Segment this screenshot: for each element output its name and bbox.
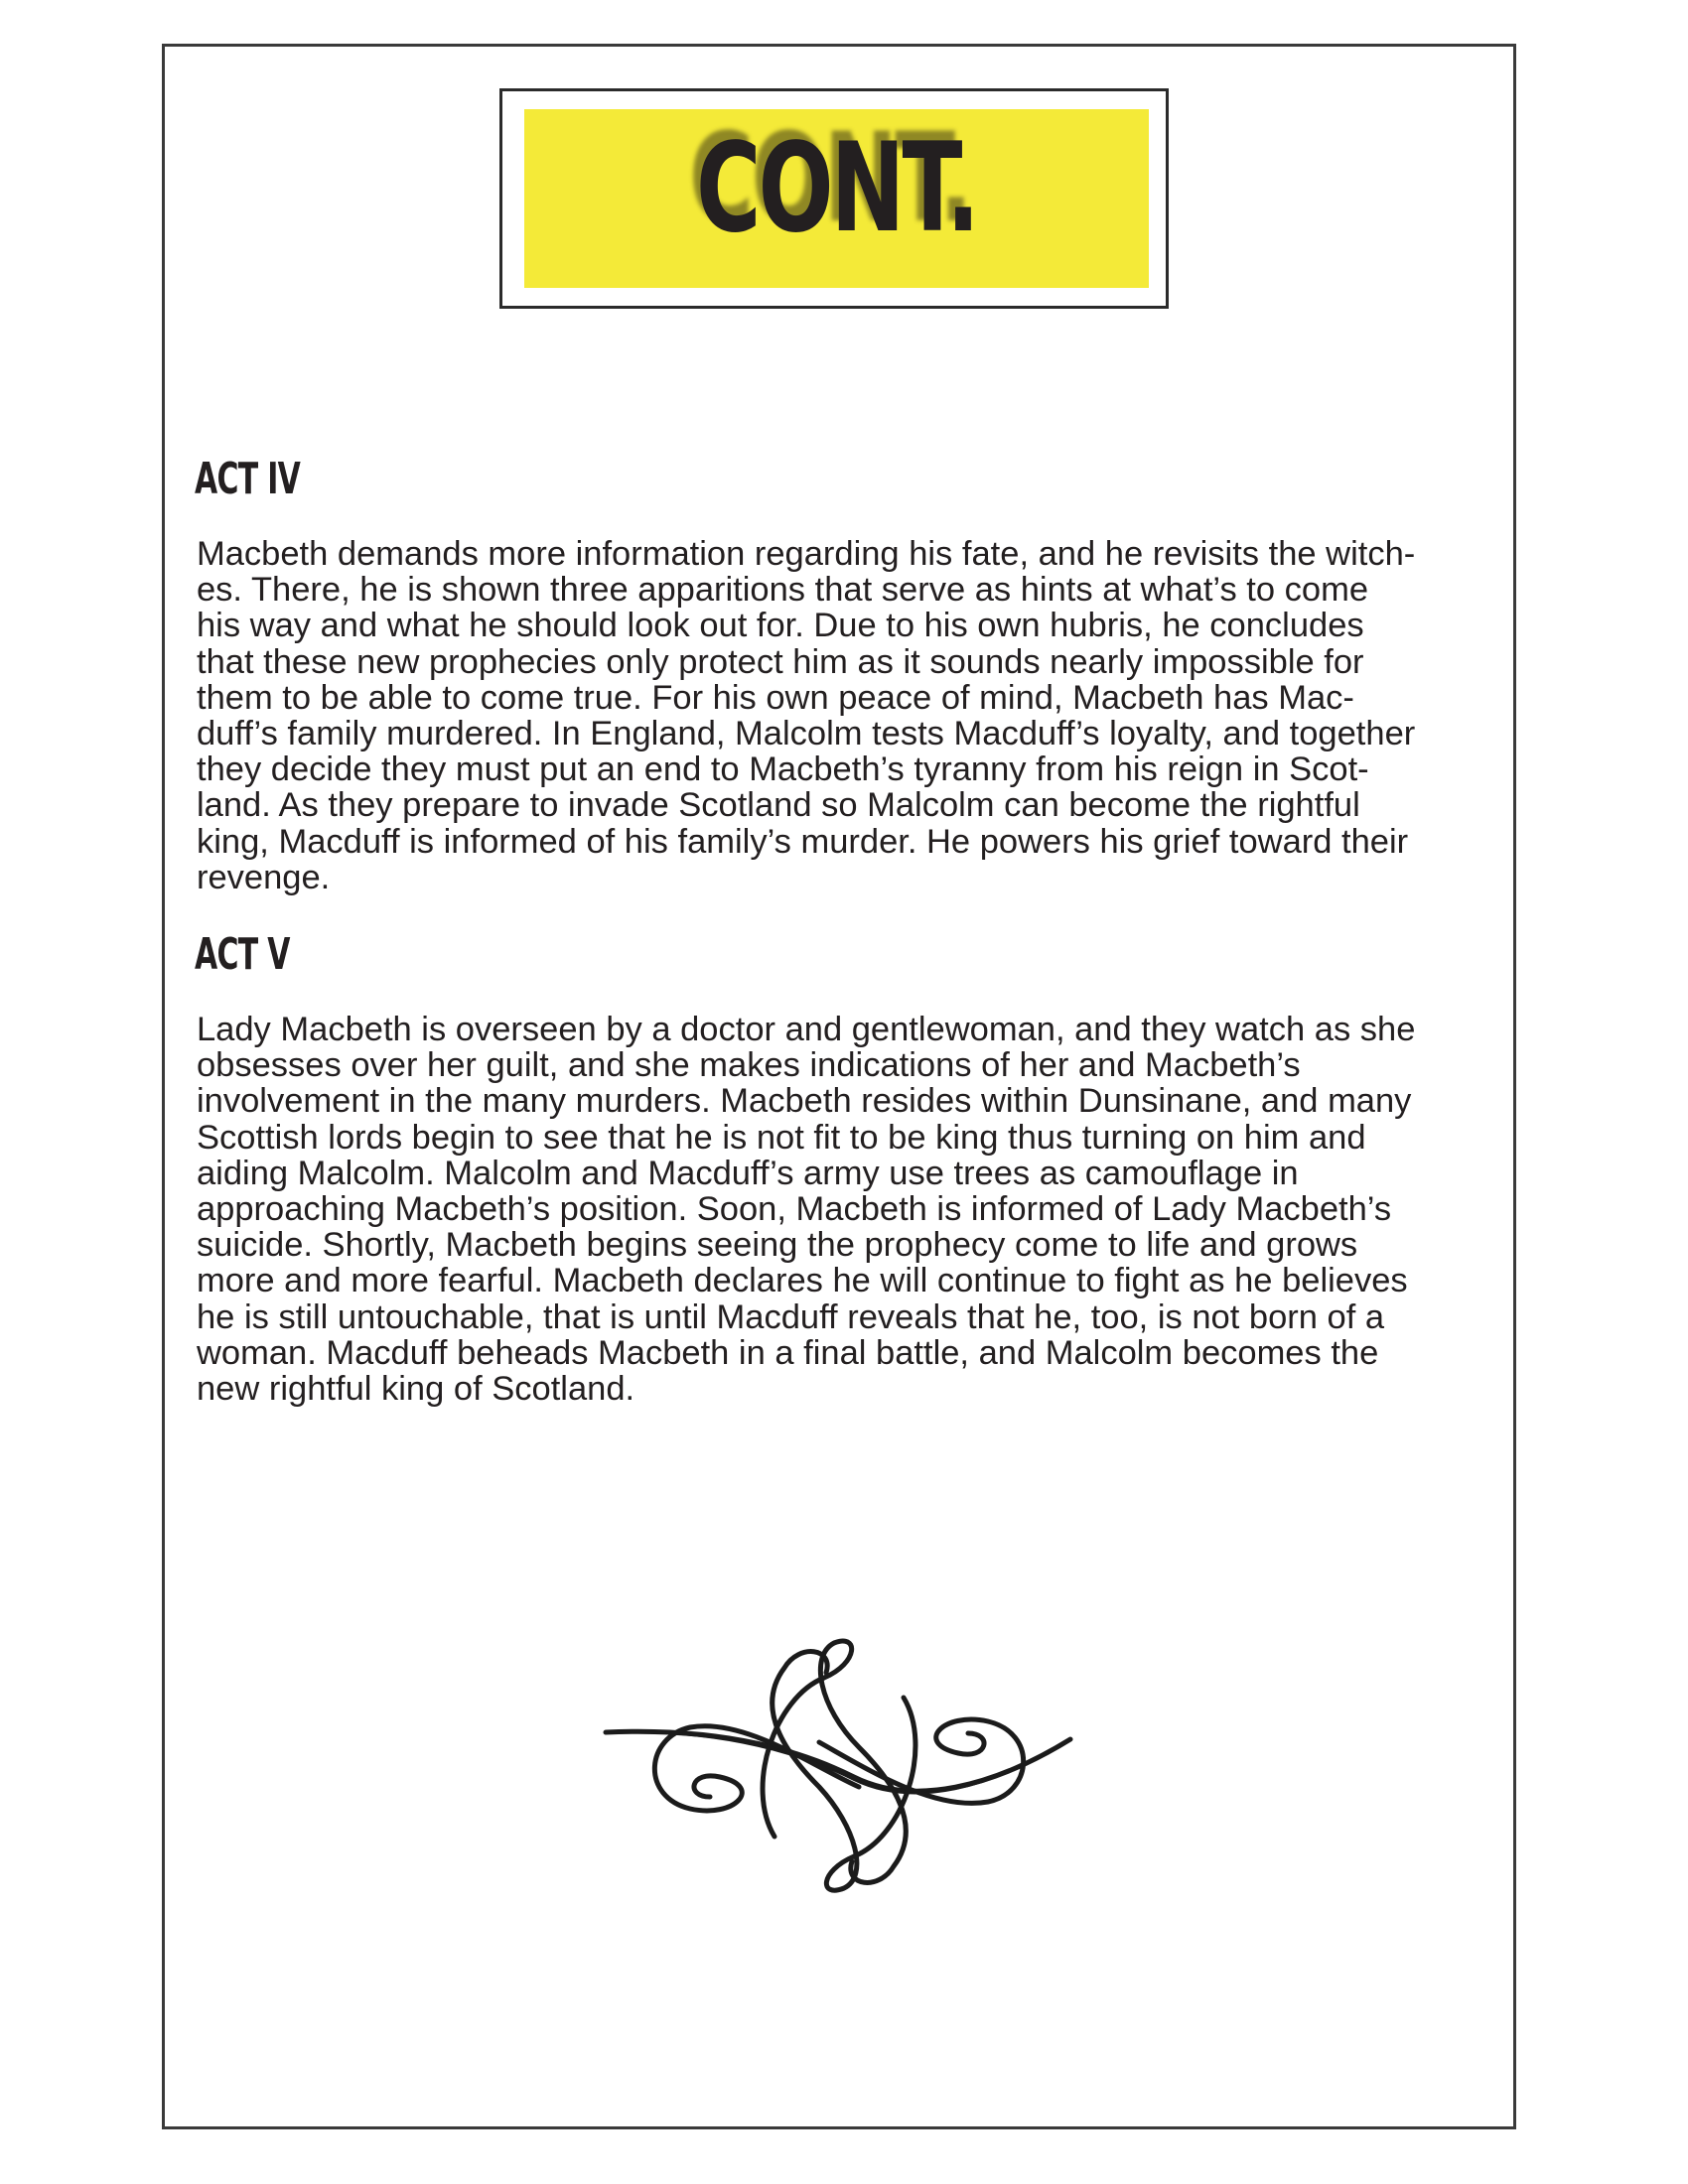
body-line: his way and what he should look out for. Due to his own hubris, he concludes	[197, 607, 1364, 645]
act-iv-heading: ACT IV	[195, 454, 301, 504]
body-line: es. There, he is shown three apparitions that serve as hints at what’s to come	[197, 571, 1369, 610]
body-line: approaching Macbeth’s position. Soon, Macbeth is informed of Lady Macbeth’s	[197, 1190, 1392, 1229]
flourish-icon	[596, 1638, 1082, 1896]
body-line: woman. Macduff beheads Macbeth in a final battle, and Malcolm becomes the	[197, 1333, 1379, 1372]
body-line: he is still untouchable, that is until Macduff reveals that he, too, is not born of a	[197, 1297, 1385, 1336]
body-line: involvement in the many murders. Macbeth resides within Dunsinane, and many	[197, 1082, 1412, 1121]
act-iv-body	[197, 536, 1487, 895]
body-line: obsesses over her guilt, and she makes indications of her and Macbeth’s	[197, 1046, 1301, 1085]
body-line: suicide. Shortly, Macbeth begins seeing the prophecy come to life and grows	[197, 1226, 1358, 1265]
body-line: revenge.	[197, 858, 331, 896]
body-line: them to be able to come true. For his own peace of mind, Macbeth has Mac-	[197, 678, 1354, 717]
body-line: Macbeth demands more information regarding his fate, and he revisits the witch-	[197, 535, 1416, 573]
body-line: Lady Macbeth is overseen by a doctor and gentlewoman, and they watch as she	[197, 1011, 1416, 1048]
body-line: new rightful king of Scotland.	[197, 1370, 635, 1409]
act-v-body	[197, 1012, 1487, 1407]
act-v-heading: ACT V	[195, 929, 290, 980]
title-box	[499, 88, 1169, 309]
body-line: aiding Malcolm. Malcolm and Macduff’s army use trees as camouflage in	[197, 1154, 1299, 1192]
page-title: CONT.	[695, 117, 978, 260]
title-highlight	[524, 109, 1149, 288]
body-line: that these new prophecies only protect him as it sounds nearly impossible for	[197, 642, 1364, 681]
body-line: duff’s family murdered. In England, Malcolm tests Macduff’s loyalty, and together	[197, 715, 1416, 753]
body-line: more and more fearful. Macbeth declares he will continue to fight as he believes	[197, 1262, 1408, 1300]
body-line: land. As they prepare to invade Scotland so Malcolm can become the rightful	[197, 786, 1360, 825]
body-line: king, Macduff is informed of his family’s murder. He powers his grief toward their	[197, 822, 1409, 861]
body-line: Scottish lords begin to see that he is not fit to be king thus turning on him and	[197, 1118, 1366, 1157]
body-line: they decide they must put an end to Macbeth’s tyranny from his reign in Scot-	[197, 751, 1369, 789]
